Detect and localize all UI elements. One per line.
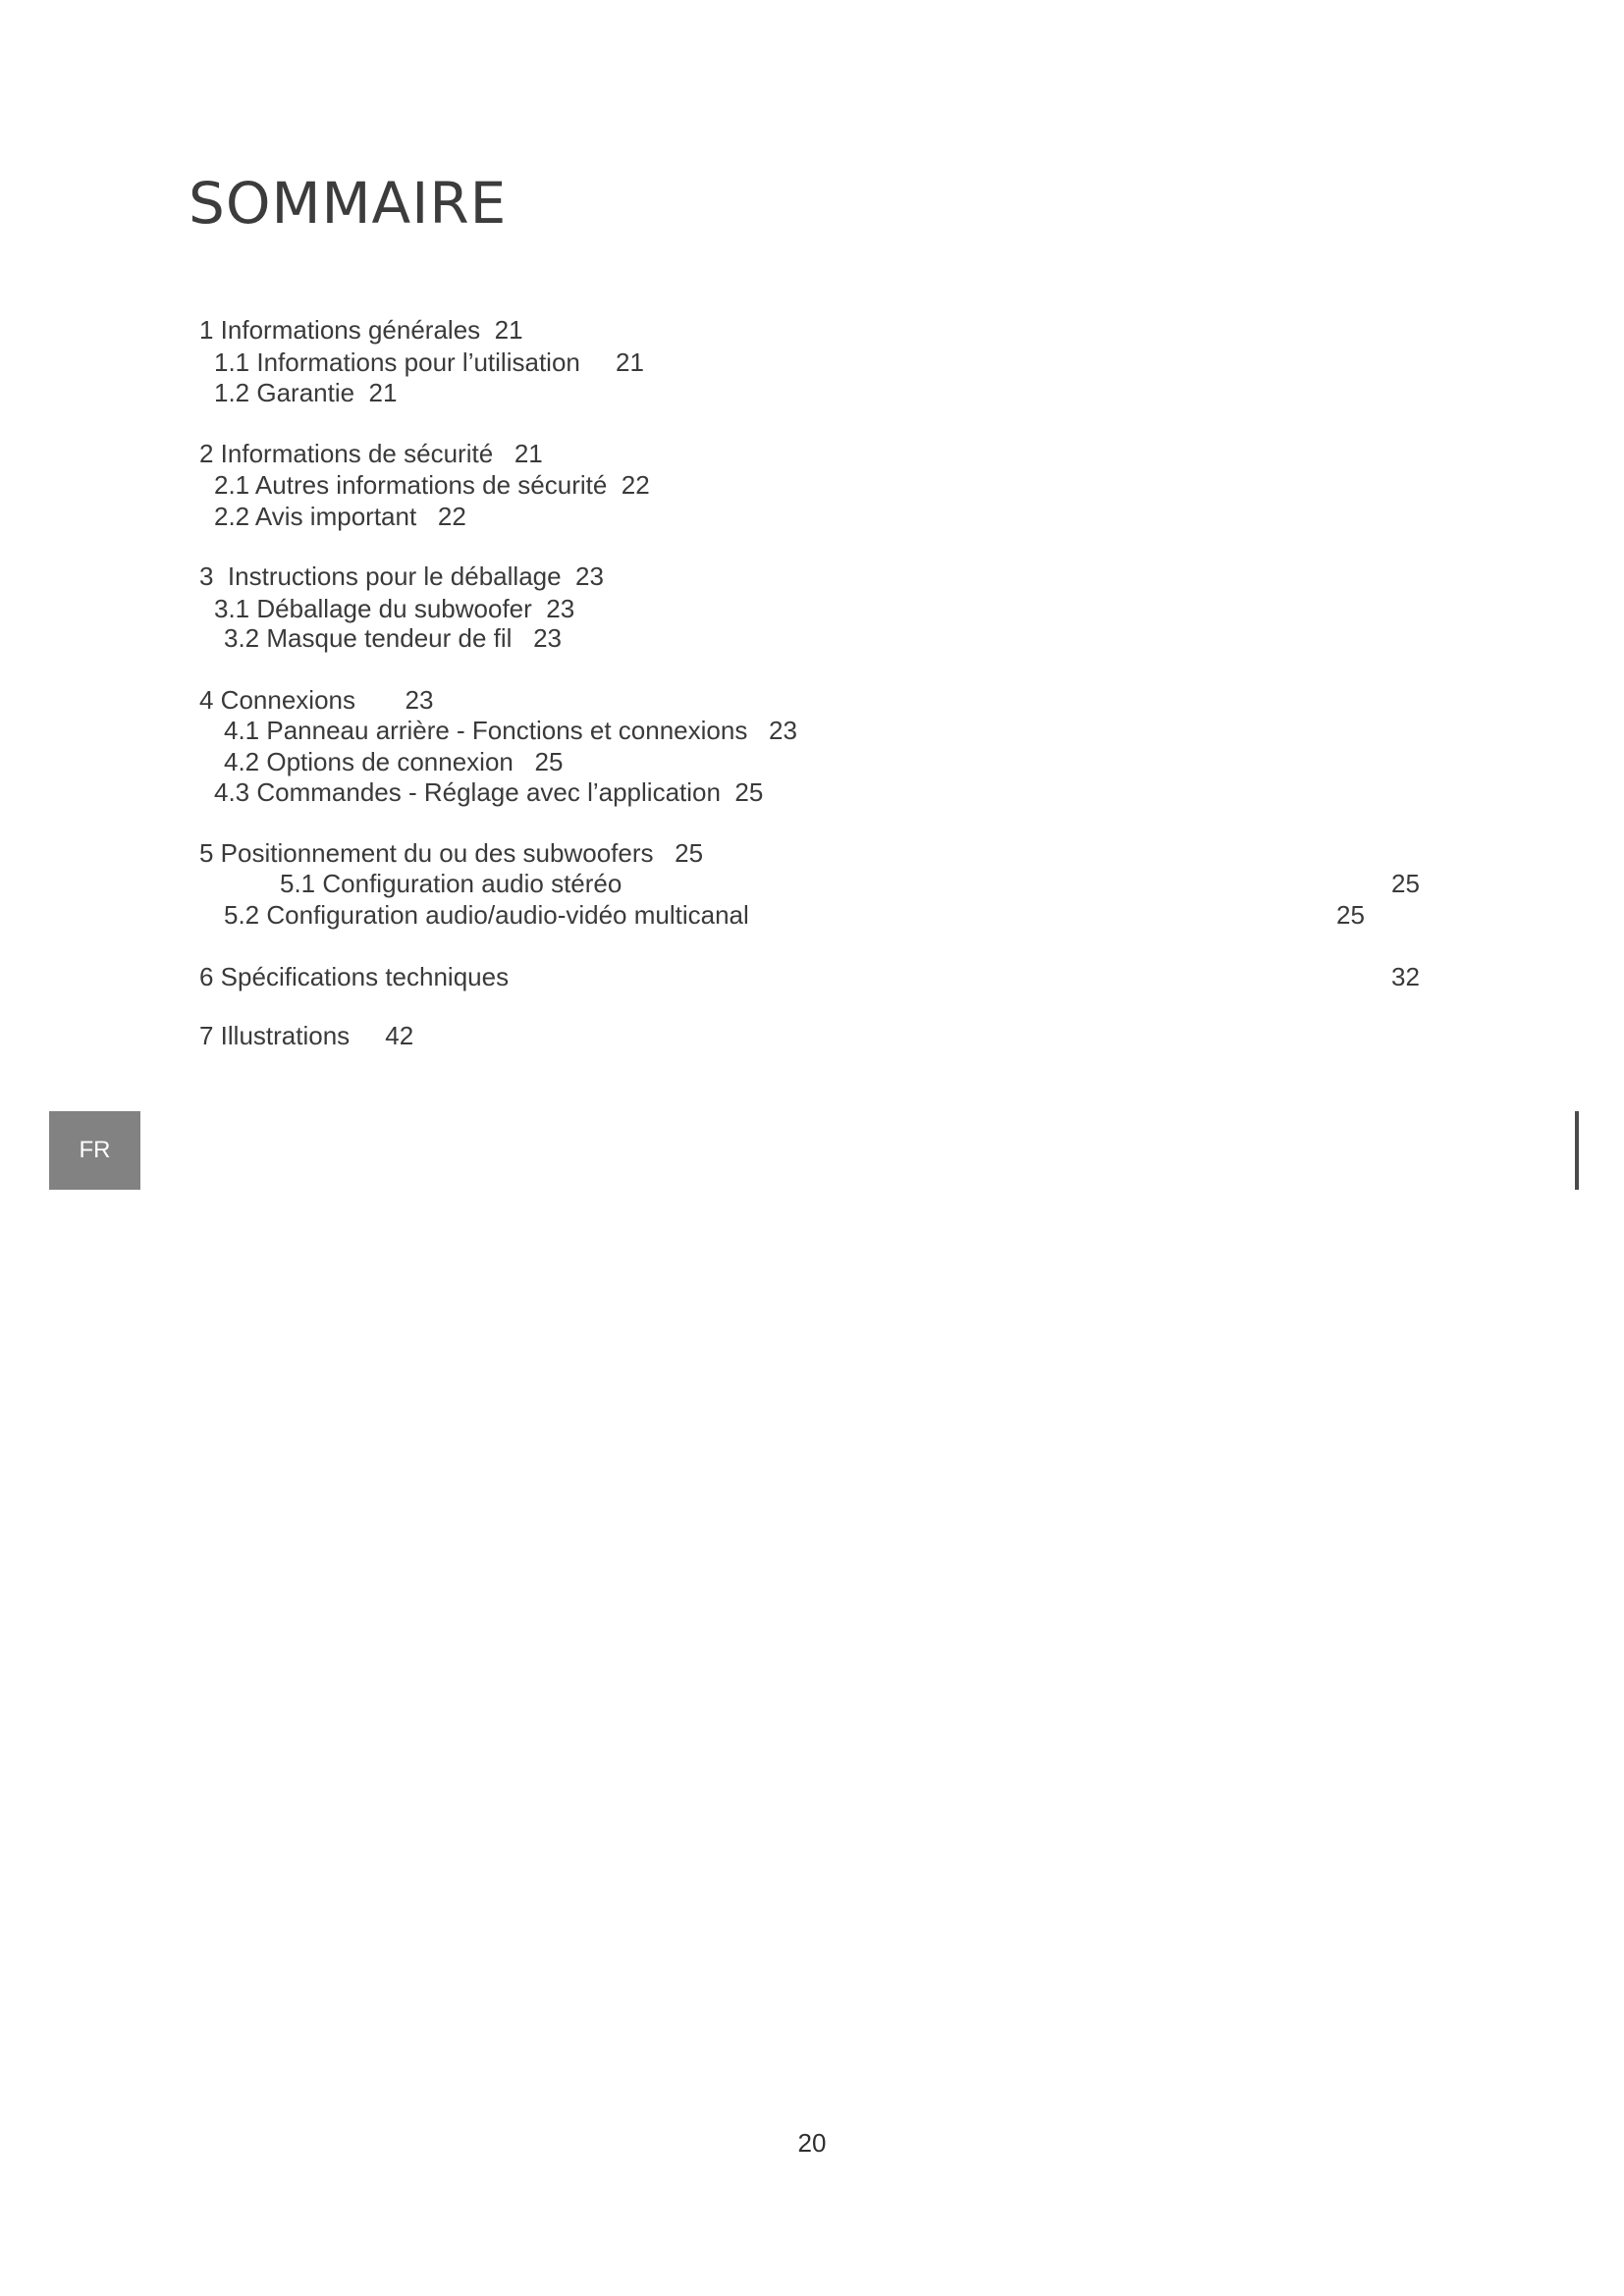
toc-entry-2[interactable]: 2 Informations de sécurité 21 xyxy=(199,439,543,468)
toc-entry-4-3[interactable]: 4.3 Commandes - Réglage avec l’application 25 xyxy=(214,777,764,807)
toc-entry-4-2[interactable]: 4.2 Options de connexion 25 xyxy=(224,747,564,776)
page-title: SOMMAIRE xyxy=(189,170,508,237)
toc-entry-1-2[interactable]: 1.2 Garantie 21 xyxy=(214,378,398,407)
toc-entry-5[interactable]: 5 Positionnement du ou des subwoofers 25 xyxy=(199,838,704,868)
toc-entry-4[interactable]: 4 Connexions 23 xyxy=(199,685,434,715)
toc-entry-3-2[interactable]: 3.2 Masque tendeur de fil 23 xyxy=(224,623,563,653)
toc-entry-3[interactable]: 3 Instructions pour le déballage 23 xyxy=(199,561,604,591)
toc-entry-2-1[interactable]: 2.1 Autres informations de sécurité 22 xyxy=(214,470,650,500)
toc-entry-2-2[interactable]: 2.2 Avis important 22 xyxy=(214,502,466,531)
toc-entry-6-page: 32 xyxy=(1391,962,1420,991)
toc-entry-7[interactable]: 7 Illustrations 42 xyxy=(199,1021,414,1050)
language-tab xyxy=(49,1111,140,1190)
toc-entry-5-1-page: 25 xyxy=(1391,869,1420,898)
toc-entry-4-1[interactable]: 4.1 Panneau arrière - Fonctions et connexions 23 xyxy=(224,716,797,745)
toc-entry-1-1[interactable]: 1.1 Informations pour l’utilisation 21 xyxy=(214,347,644,377)
toc-entry-6[interactable]: 6 Spécifications techniques xyxy=(199,962,510,991)
edge-marker xyxy=(1575,1111,1579,1190)
page-number: 20 xyxy=(797,2128,827,2158)
toc-entry-1[interactable]: 1 Informations générales 21 xyxy=(199,315,523,345)
toc-entry-3-1[interactable]: 3.1 Déballage du subwoofer 23 xyxy=(214,594,575,623)
language-tab-label: FR xyxy=(79,1137,111,1163)
toc-entry-5-2[interactable]: 5.2 Configuration audio/audio-vidéo multicanal xyxy=(224,900,749,930)
toc-entry-5-1[interactable]: 5.1 Configuration audio stéréo xyxy=(280,869,623,898)
toc-entry-5-2-page: 25 xyxy=(1336,900,1365,930)
